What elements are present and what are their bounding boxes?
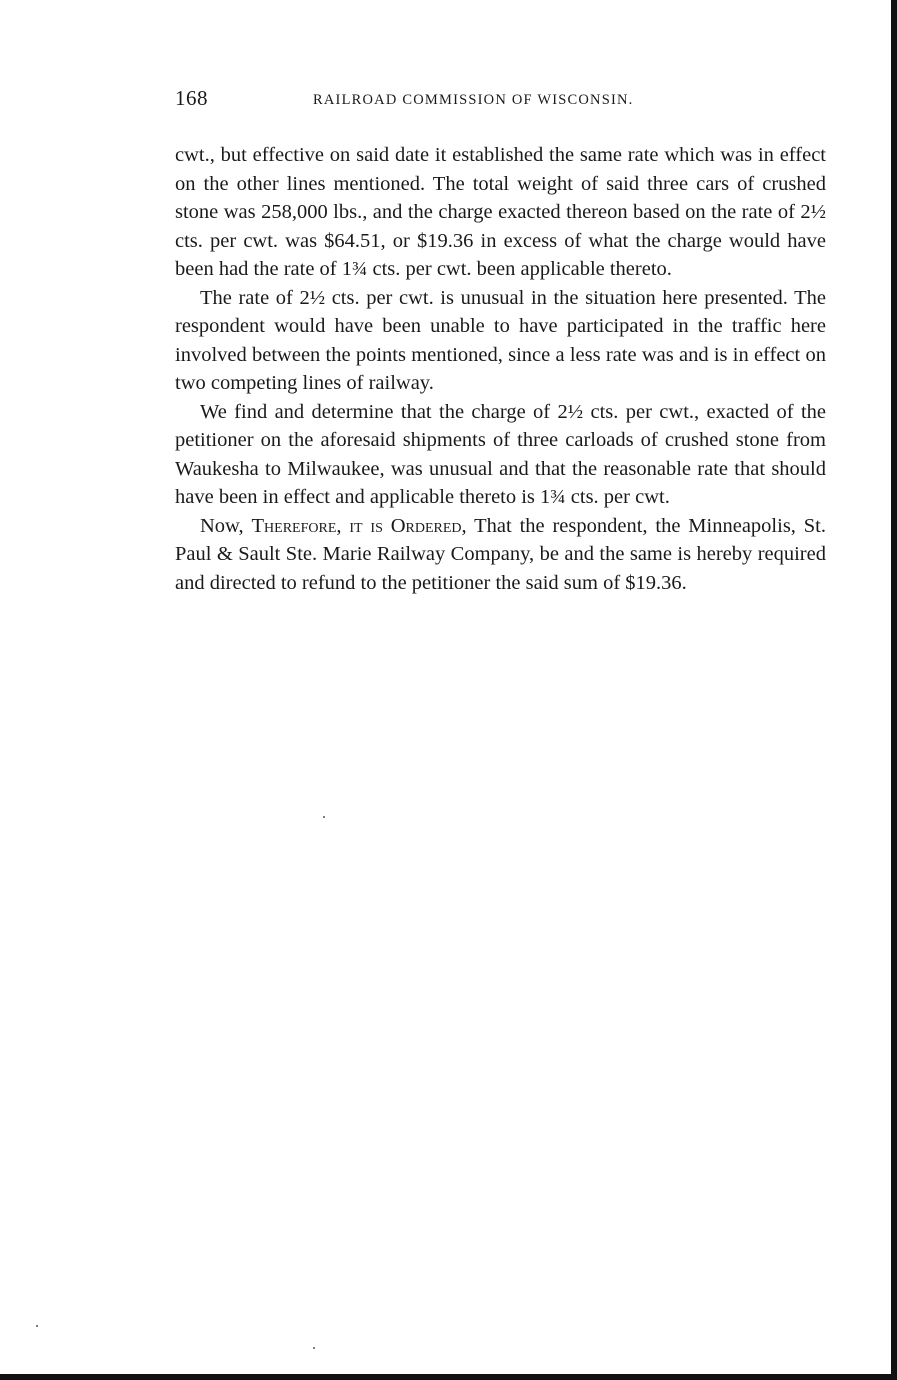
scan-edge-bottom: [0, 1374, 897, 1380]
order-lead: Now,: [200, 514, 252, 537]
order-smallcaps: Therefore, it is Ordered,: [251, 514, 467, 537]
page-header: [175, 86, 827, 116]
paragraph-finding: We find and determine that the charge of 2½ cts. per cwt., exacted of the petitioner on the aforesaid shipments of three carloads of crushed stone from Waukesha to Milwaukee, was unusual and that the reasonable rate that should have been in effect and applicable thereto is 1¾ cts. per cwt.: [175, 400, 826, 508]
scan-speck: [323, 816, 325, 818]
body-text: [175, 141, 826, 597]
scan-speck: [36, 1325, 38, 1327]
scan-speck: [313, 1347, 315, 1349]
order-text: That the respondent, the Minneapolis, St. Paul & Sault Ste. Marie Railway Company, be and the same is hereby required and directed to refund to the petitioner the said sum of $19.36.: [175, 514, 827, 594]
page-number: 168: [175, 86, 208, 110]
scan-edge-right: [891, 0, 897, 1380]
paragraph-order: [175, 512, 826, 598]
paragraph-continued: cwt., but effective on said date it established the same rate which was in effect on the other lines mentioned. The total weight of said three cars of crushed stone was 258,000 lbs., and the charge exacted thereon based on the rate of 2½ cts. per cwt. was $64.51, or $19.36 in excess of what the charge would have been had the rate of 1¾ cts. per cwt. been applicable thereto.: [175, 144, 826, 280]
paragraph-unusual-rate: The rate of 2½ cts. per cwt. is unusual in the situation here presented. The respondent would have been unable to have participated in the traffic here involved between the points mentioned, since a less rate was and is in effect on two competing lines of railway.: [175, 286, 826, 394]
running-head: RAILROAD COMMISSION OF WISCONSIN.: [313, 92, 634, 108]
